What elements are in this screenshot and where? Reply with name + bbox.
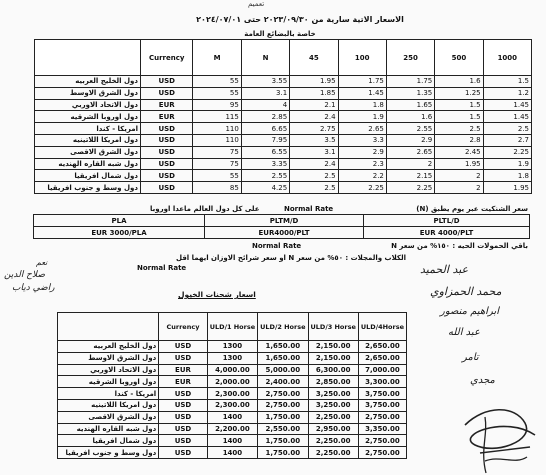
horse-4-cell: 2,650.00 <box>358 352 406 364</box>
rate-region-cell: دول اوروبا الشرقيه <box>35 111 141 123</box>
horse-2-cell: 2,750.00 <box>258 399 308 411</box>
rate-m-cell: 95 <box>193 99 241 111</box>
signature-right-2: محمد الحمزاوي <box>430 285 502 298</box>
region-header <box>35 40 141 76</box>
signature-right-3: ابراهيم منصور <box>440 306 500 317</box>
rate-1000-cell: 1.8 <box>483 170 531 182</box>
rate-45-cell: 2.4 <box>290 158 338 170</box>
rate-45-cell: 3.5 <box>290 134 338 146</box>
rate-row <box>35 76 532 88</box>
rate-1000-cell: 1.2 <box>483 87 531 99</box>
note-normal-rate-1: Normal Rate <box>284 205 334 213</box>
horse-row <box>58 364 407 376</box>
note-live-animals: باقي الحمولات الحيه : ١٥٠% من سعر N <box>391 242 528 250</box>
horse-region-header <box>58 313 159 341</box>
signature-left-2: صلاح الدين <box>4 270 46 280</box>
rate-region-cell: دول الشرق الاوسط <box>35 87 141 99</box>
horse-region-cell: دول امريكا اللاتينيه <box>58 399 159 411</box>
horse-2-cell: 5,000.00 <box>258 364 308 376</box>
rates-header-row <box>35 40 532 76</box>
horse-2-cell: 1,750.00 <box>258 411 308 423</box>
signature-stroke <box>470 415 500 475</box>
rate-row <box>35 99 532 111</box>
col-45: 45 <box>290 40 338 76</box>
horse-2-cell: 1,750.00 <box>258 435 308 447</box>
col-250: 250 <box>386 40 434 76</box>
rate-m-cell: 85 <box>193 182 241 194</box>
horse-currency-cell: USD <box>159 447 208 459</box>
horse-2-cell: 2,550.00 <box>258 423 308 435</box>
horse-4-cell: 7,000.00 <box>358 364 406 376</box>
rate-region-cell: دول الشرق الاقصى <box>35 146 141 158</box>
horse-currency-cell: EUR <box>159 364 208 376</box>
horse-col-3: ULD/3 Horse <box>308 313 358 341</box>
signature-flourish <box>455 395 545 473</box>
rate-region-cell: امريكا - كندا <box>35 123 141 135</box>
rate-n-cell: 3.55 <box>241 76 289 88</box>
rate-m-cell: 110 <box>193 123 241 135</box>
rate-n-cell: 2.85 <box>241 111 289 123</box>
rate-row <box>35 146 532 158</box>
horse-3-cell: 2,150.00 <box>308 341 358 353</box>
rate-1000-cell: 1.45 <box>483 99 531 111</box>
col-n: N <box>241 40 289 76</box>
rate-250-cell: 1.6 <box>386 111 434 123</box>
rate-region-cell: دول الاتحاد الاوربي <box>35 99 141 111</box>
rate-m-cell: 115 <box>193 111 241 123</box>
horse-4-cell: 3,750.00 <box>358 399 406 411</box>
horse-4-cell: 2,750.00 <box>358 447 406 459</box>
rate-500-cell: 1.25 <box>435 87 483 99</box>
note-except-europe: على كل دول العالم ماعدا اوروبا <box>150 205 260 213</box>
horse-4-cell: 3,350.00 <box>358 423 406 435</box>
rate-n-cell: 2.55 <box>241 170 289 182</box>
horse-region-cell: دول الخليج العربيه <box>58 341 159 353</box>
rate-row <box>35 158 532 170</box>
rate-region-cell: دول شبه القاره الهنديه <box>35 158 141 170</box>
rate-1000-cell: 2.7 <box>483 134 531 146</box>
rate-currency-cell: USD <box>140 146 192 158</box>
rate-n-cell: 7.95 <box>241 134 289 146</box>
signature-left-3: راضي دياب <box>12 283 55 293</box>
horse-2-cell: 2,400.00 <box>258 376 308 388</box>
pallet-value-row <box>34 227 530 239</box>
rate-1000-cell: 2.25 <box>483 146 531 158</box>
horse-currency-cell: EUR <box>159 376 208 388</box>
horse-3-cell: 3,250.00 <box>308 388 358 400</box>
horse-3-cell: 6,300.00 <box>308 364 358 376</box>
rate-row <box>35 170 532 182</box>
horse-currency-cell: USD <box>159 352 208 364</box>
horse-3-cell: 2,150.00 <box>308 352 358 364</box>
rate-500-cell: 2 <box>435 182 483 194</box>
horse-1-cell: 1400 <box>207 411 257 423</box>
rates-body <box>35 76 532 194</box>
horse-row <box>58 341 407 353</box>
horse-1-cell: 1400 <box>207 435 257 447</box>
rate-currency-cell: USD <box>140 76 192 88</box>
horse-row <box>58 399 407 411</box>
rate-250-cell: 1.65 <box>386 99 434 111</box>
horse-row <box>58 376 407 388</box>
rate-1000-cell: 1.95 <box>483 182 531 194</box>
rate-100-cell: 3.3 <box>338 134 386 146</box>
rate-row <box>35 111 532 123</box>
rate-45-cell: 2.5 <box>290 182 338 194</box>
rate-m-cell: 55 <box>193 87 241 99</box>
rate-500-cell: 1.95 <box>435 158 483 170</box>
pltl-value: EUR 4000/PLT <box>364 227 530 239</box>
horse-rates-table <box>57 312 407 459</box>
horse-region-cell: دول الشرق الاوسط <box>58 352 159 364</box>
horses-header-row <box>58 313 407 341</box>
rate-45-cell: 2.1 <box>290 99 338 111</box>
signature-right-4: عبد الله <box>448 327 480 338</box>
rate-45-cell: 1.85 <box>290 87 338 99</box>
col-500: 500 <box>435 40 483 76</box>
rate-45-cell: 3.1 <box>290 146 338 158</box>
rate-500-cell: 1.5 <box>435 99 483 111</box>
horse-region-cell: دول الاتحاد الاوربي <box>58 364 159 376</box>
rate-100-cell: 2.9 <box>338 146 386 158</box>
pla-value: EUR 3000/PLA <box>34 227 205 239</box>
rate-currency-cell: USD <box>140 158 192 170</box>
note-normal-rate-3: Normal Rate <box>137 264 187 272</box>
rate-m-cell: 110 <box>193 134 241 146</box>
horse-row <box>58 388 407 400</box>
rate-currency-cell: USD <box>140 170 192 182</box>
horses-body <box>58 341 407 459</box>
header-mark: تعميم <box>248 0 265 8</box>
pltl-header: PLTL/D <box>364 215 530 227</box>
rate-region-cell: دول الخليج العربيه <box>35 76 141 88</box>
horse-region-cell: دول الشرق الاقصى <box>58 411 159 423</box>
horse-region-cell: دول اوروبا الشرقيه <box>58 376 159 388</box>
horse-1-cell: 4,000.00 <box>207 364 257 376</box>
rate-region-cell: دول شمال افريقيا <box>35 170 141 182</box>
rate-500-cell: 1.6 <box>435 76 483 88</box>
rate-45-cell: 2.5 <box>290 170 338 182</box>
rate-n-cell: 6.55 <box>241 146 289 158</box>
rate-currency-cell: USD <box>140 134 192 146</box>
rate-250-cell: 2.15 <box>386 170 434 182</box>
signature-left-1: نعم <box>36 258 48 267</box>
col-100: 100 <box>338 40 386 76</box>
rate-m-cell: 75 <box>193 146 241 158</box>
horse-1-cell: 1400 <box>207 447 257 459</box>
col-currency: Currency <box>140 40 192 76</box>
rate-1000-cell: 1.5 <box>483 76 531 88</box>
horse-3-cell: 2,250.00 <box>308 447 358 459</box>
horse-currency-cell: USD <box>159 341 208 353</box>
horse-3-cell: 3,250.00 <box>308 399 358 411</box>
rate-500-cell: 2.5 <box>435 123 483 135</box>
horse-1-cell: 2,200.00 <box>207 423 257 435</box>
horse-col-currency: Currency <box>159 313 208 341</box>
horse-region-cell: دول شبه القاره الهنديه <box>58 423 159 435</box>
horse-region-cell: دول وسط و جنوب افريقيا <box>58 447 159 459</box>
col-1000: 1000 <box>483 40 531 76</box>
rate-region-cell: دول وسط و جنوب افريقيا <box>35 182 141 194</box>
horse-row <box>58 447 407 459</box>
horse-2-cell: 1,750.00 <box>258 447 308 459</box>
rate-1000-cell: 1.9 <box>483 158 531 170</box>
horse-1-cell: 2,300.00 <box>207 399 257 411</box>
signature-right-6: مجدي <box>470 375 495 386</box>
rate-currency-cell: USD <box>140 123 192 135</box>
rate-1000-cell: 1.45 <box>483 111 531 123</box>
rate-250-cell: 2 <box>386 158 434 170</box>
horse-2-cell: 1,650.00 <box>258 352 308 364</box>
rate-n-cell: 6.65 <box>241 123 289 135</box>
rate-100-cell: 1.45 <box>338 87 386 99</box>
horse-3-cell: 2,950.00 <box>308 423 358 435</box>
signature-right-1: عبد الحميد <box>420 263 469 276</box>
rate-m-cell: 75 <box>193 158 241 170</box>
horse-3-cell: 2,250.00 <box>308 435 358 447</box>
horse-4-cell: 3,750.00 <box>358 388 406 400</box>
horse-row <box>58 352 407 364</box>
horse-currency-cell: USD <box>159 399 208 411</box>
rate-1000-cell: 2.5 <box>483 123 531 135</box>
signature-right-5: تامر <box>462 352 479 363</box>
horse-3-cell: 2,250.00 <box>308 411 358 423</box>
horse-1-cell: 1300 <box>207 352 257 364</box>
horse-4-cell: 2,650.00 <box>358 341 406 353</box>
horse-4-cell: 2,750.00 <box>358 411 406 423</box>
horse-row <box>58 435 407 447</box>
rate-500-cell: 2.8 <box>435 134 483 146</box>
rate-250-cell: 1.35 <box>386 87 434 99</box>
rate-100-cell: 1.8 <box>338 99 386 111</box>
rate-row <box>35 182 532 194</box>
horse-2-cell: 1,650.00 <box>258 341 308 353</box>
rate-45-cell: 2.4 <box>290 111 338 123</box>
pla-header: PLA <box>34 215 205 227</box>
rate-region-cell: دول امريكا اللاتينيه <box>35 134 141 146</box>
horse-row <box>58 423 407 435</box>
pltm-header: PLTM/D <box>205 215 364 227</box>
rate-currency-cell: EUR <box>140 111 192 123</box>
rate-100-cell: 2.65 <box>338 123 386 135</box>
horse-currency-cell: USD <box>159 388 208 400</box>
pltm-value: EUR4000/PLT <box>205 227 364 239</box>
rate-row <box>35 87 532 99</box>
rate-100-cell: 2.3 <box>338 158 386 170</box>
rate-250-cell: 2.65 <box>386 146 434 158</box>
rate-250-cell: 2.25 <box>386 182 434 194</box>
horse-3-cell: 2,850.00 <box>308 376 358 388</box>
rate-currency-cell: USD <box>140 182 192 194</box>
pallet-rates-table <box>33 214 530 239</box>
rate-100-cell: 1.9 <box>338 111 386 123</box>
horse-row <box>58 411 407 423</box>
rate-m-cell: 55 <box>193 170 241 182</box>
rate-n-cell: 3.1 <box>241 87 289 99</box>
note-dogs-cats: الكلاب والمجلات : ٥٠% من سعر N او سعر شرائح الاوزان ايهما اقل <box>175 254 406 262</box>
rate-500-cell: 2 <box>435 170 483 182</box>
horse-col-2: ULD/2 Horse <box>258 313 308 341</box>
rate-n-cell: 4.25 <box>241 182 289 194</box>
horse-1-cell: 2,000.00 <box>207 376 257 388</box>
note-n-rate: سعر الشنكيت عبر يوم يطبق (N) <box>416 205 528 213</box>
horse-col-1: ULD/1 Horse <box>207 313 257 341</box>
rate-100-cell: 2.25 <box>338 182 386 194</box>
horse-currency-cell: USD <box>159 411 208 423</box>
horse-region-cell: دول شمال افريقيا <box>58 435 159 447</box>
rate-100-cell: 1.75 <box>338 76 386 88</box>
horse-region-cell: امريكا - كندا <box>58 388 159 400</box>
horse-2-cell: 2,750.00 <box>258 388 308 400</box>
rate-250-cell: 2.55 <box>386 123 434 135</box>
general-cargo-subtitle: خاصة بالبضائع العامة <box>244 30 316 38</box>
col-m: M <box>193 40 241 76</box>
horse-4-cell: 2,750.00 <box>358 435 406 447</box>
horse-1-cell: 2,300.00 <box>207 388 257 400</box>
horse-col-4: ULD/4Horse <box>358 313 406 341</box>
rate-45-cell: 2.75 <box>290 123 338 135</box>
rate-currency-cell: USD <box>140 87 192 99</box>
horse-4-cell: 3,300.00 <box>358 376 406 388</box>
rate-250-cell: 2.9 <box>386 134 434 146</box>
rate-500-cell: 2.45 <box>435 146 483 158</box>
validity-line: الاسعار الاتية سارية من ٢٠٢٣/٠٩/٣٠ حتى ٢٠٢٤/٠٧/٠١ <box>196 15 404 24</box>
general-cargo-rates-table <box>34 39 532 194</box>
rate-currency-cell: EUR <box>140 99 192 111</box>
note-normal-rate-2: Normal Rate <box>252 242 302 250</box>
rate-row <box>35 134 532 146</box>
rate-m-cell: 55 <box>193 76 241 88</box>
rate-45-cell: 1.95 <box>290 76 338 88</box>
rate-500-cell: 1.5 <box>435 111 483 123</box>
rate-100-cell: 2.2 <box>338 170 386 182</box>
rate-n-cell: 3.35 <box>241 158 289 170</box>
horse-currency-cell: USD <box>159 435 208 447</box>
horses-title: اسعار شحنات الخيول <box>178 290 256 299</box>
pallet-header-row <box>34 215 530 227</box>
rate-n-cell: 4 <box>241 99 289 111</box>
rate-row <box>35 123 532 135</box>
horse-1-cell: 1300 <box>207 341 257 353</box>
rate-250-cell: 1.75 <box>386 76 434 88</box>
horse-currency-cell: USD <box>159 423 208 435</box>
